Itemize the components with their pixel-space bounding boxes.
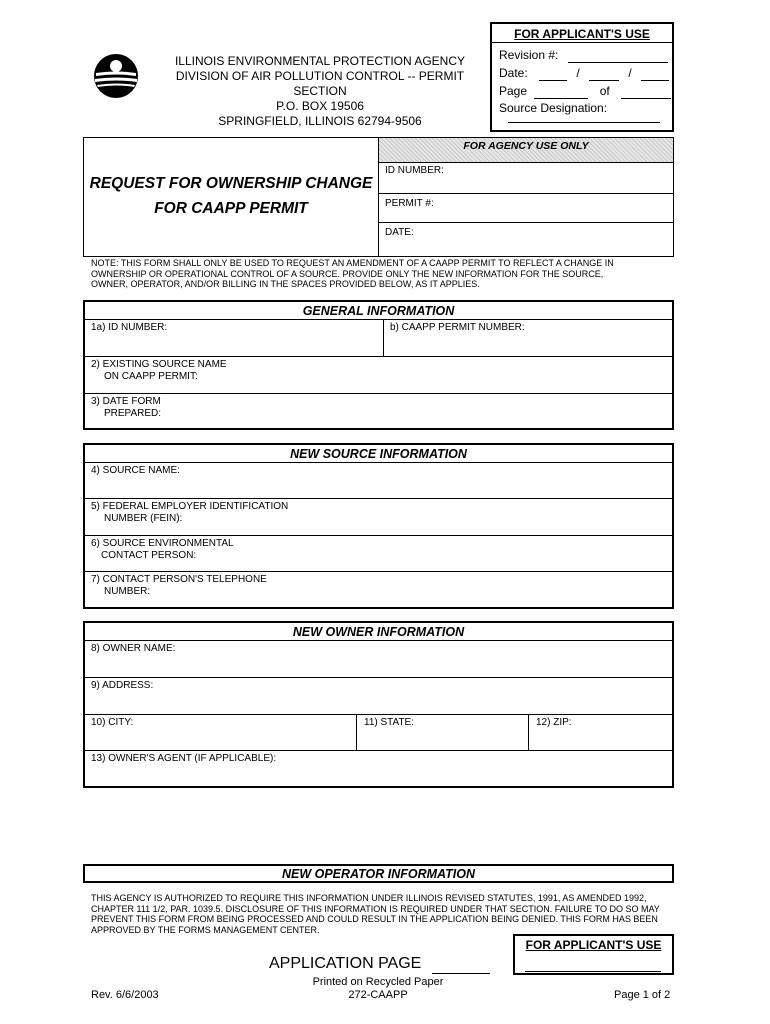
date-row: [499, 66, 669, 81]
new-owner-information-section: [83, 621, 674, 788]
applicant-use-title: FOR APPLICANT'S USE: [514, 27, 650, 41]
footer-applicant-use-box: [513, 934, 674, 975]
date-year-input[interactable]: [641, 66, 669, 81]
revision-input[interactable]: [568, 48, 668, 63]
page-row: [499, 84, 671, 99]
id-number-label: 1a) ID NUMBER:: [91, 322, 168, 333]
source-designation-label: Source Designation:: [499, 101, 608, 115]
caapp-permit-number-label: b) CAAPP PERMIT NUMBER:: [390, 322, 525, 333]
footer-applicant-use-input[interactable]: [525, 970, 661, 972]
page-label: Page: [499, 84, 528, 98]
existing-source-name-label: [91, 359, 227, 383]
fein-label: [91, 501, 288, 525]
city-label: 10) CITY:: [91, 717, 134, 728]
po-box: P.O. BOX 19506: [276, 99, 364, 113]
disclaimer-line3: PREVENT THIS FORM FROM BEING PROCESSED AND COULD RESULT IN THE APPLICATION BEING DENIED. THIS FORM HAS BEEN: [91, 914, 658, 924]
new-owner-information-title: NEW OWNER INFORMATION: [292, 625, 465, 639]
date-month-input[interactable]: [539, 66, 567, 81]
date-sep-2: /: [628, 66, 632, 80]
address-input[interactable]: [175, 678, 672, 714]
owners-agent-input[interactable]: [285, 751, 672, 786]
agency-id-number-label: ID NUMBER:: [385, 165, 444, 176]
new-operator-information-title: NEW OPERATOR INFORMATION: [281, 867, 476, 881]
fein-label-line2: NUMBER (FEIN):: [104, 513, 183, 524]
footer-applicant-use-title: FOR APPLICANT'S USE: [525, 938, 662, 952]
note-line3: OWNER, OPERATOR, AND/OR BILLING IN THE SPACES PROVIDED BELOW, AS IT APPLIES.: [91, 279, 480, 289]
date-form-prepared-label: [91, 396, 161, 420]
environmental-contact-line1: 6) SOURCE ENVIRONMENTAL: [91, 538, 234, 549]
environmental-contact-line2: CONTACT PERSON:: [101, 550, 197, 561]
new-source-information-section: [83, 443, 674, 609]
page-number-input[interactable]: [534, 84, 588, 99]
page-total-input[interactable]: [621, 84, 671, 99]
contact-telephone-label: [91, 574, 267, 598]
contact-telephone-line2: NUMBER:: [104, 586, 151, 597]
city-address: SPRINGFIELD, ILLINOIS 62794-9506: [218, 114, 422, 128]
disclaimer-text: [91, 893, 660, 935]
application-page-input[interactable]: [432, 955, 490, 974]
form-code: 272-CAAPP: [348, 989, 408, 1001]
owners-agent-label: 13) OWNER'S AGENT (IF APPLICABLE):: [91, 753, 277, 764]
environmental-contact-input[interactable]: [245, 536, 672, 571]
contact-telephone-line1: 7) CONTACT PERSON'S TELEPHONE: [91, 574, 267, 585]
city-input[interactable]: [85, 715, 356, 750]
application-page-row: [269, 955, 490, 974]
note-line1: NOTE: THIS FORM SHALL ONLY BE USED TO REQUEST AN AMENDMENT OF A CAAPP PERMIT TO REFLECT A CHANGE IN: [91, 258, 614, 268]
page-of-label: of: [599, 84, 610, 98]
agency-use-label: FOR AGENCY USE ONLY: [463, 140, 589, 152]
agency-logo: [91, 53, 141, 99]
disclaimer-line4: APPROVED BY THE FORMS MANAGEMENT CENTER.: [91, 924, 320, 935]
state-input[interactable]: [357, 715, 528, 750]
new-operator-information-section: [83, 864, 674, 883]
existing-source-name-line1: 2) EXISTING SOURCE NAME: [91, 359, 227, 370]
agency-permit-label: PERMIT #:: [385, 198, 434, 209]
division-name: DIVISION OF AIR POLLUTION CONTROL -- PERMIT SECTION: [175, 69, 465, 98]
owner-name-label: 8) OWNER NAME:: [91, 643, 176, 654]
fein-input[interactable]: [305, 499, 672, 535]
printed-on-recycled: [270, 976, 486, 1002]
source-name-label: 4) SOURCE NAME:: [91, 465, 180, 476]
new-source-information-title: NEW SOURCE INFORMATION: [290, 447, 467, 461]
environmental-contact-label: [91, 538, 234, 562]
agency-header: [150, 54, 490, 129]
owner-name-input[interactable]: [195, 641, 672, 677]
disclaimer-line1: THIS AGENCY IS AUTHORIZED TO REQUIRE THIS INFORMATION UNDER ILLINOIS REVISED STATUTES, 1991, AS AMENDED 1992,: [91, 893, 647, 903]
date-label: Date:: [499, 66, 528, 80]
agency-use-header: [379, 138, 673, 163]
agency-date-label: DATE:: [385, 227, 414, 238]
source-name-input[interactable]: [205, 463, 672, 498]
form-title-line2: FOR CAAPP PERMIT: [154, 200, 308, 217]
printed-on-recycled-text: Printed on Recycled Paper: [312, 976, 444, 988]
address-label: 9) ADDRESS:: [91, 680, 154, 691]
date-form-prepared-line2: PREPARED:: [104, 408, 162, 419]
title-box: [83, 137, 674, 257]
general-information-title: GENERAL INFORMATION: [302, 304, 455, 318]
revision-label: Revision #:: [499, 48, 559, 62]
id-number-input[interactable]: [85, 320, 383, 356]
revision-row: [499, 48, 668, 63]
general-information-section: [83, 300, 674, 430]
zip-input[interactable]: [529, 715, 672, 750]
source-designation-input[interactable]: [508, 120, 660, 123]
form-title: [84, 171, 378, 221]
state-label: 11) STATE:: [364, 717, 415, 728]
note-line2: OWNERSHIP OR OPERATIONAL CONTROL OF A SOURCE. PROVIDE ONLY THE NEW INFORMATION FOR THE SOURCE,: [91, 268, 604, 279]
caapp-permit-number-input[interactable]: [384, 320, 672, 356]
existing-source-name-input[interactable]: [235, 357, 672, 393]
date-form-prepared-line1: 3) DATE FORM: [91, 396, 161, 407]
page-of-total: Page 1 of 2: [614, 989, 671, 1001]
disclaimer-line2: CHAPTER 111 1/2, PAR. 1039.5. DISCLOSURE OF THIS INFORMATION IS REQUIRED UNDER THAT SECTION. FAILURE TO DO SO MAY: [91, 903, 660, 914]
agency-name: ILLINOIS ENVIRONMENTAL PROTECTION AGENCY: [174, 54, 466, 68]
zip-label: 12) ZIP:: [536, 717, 572, 728]
date-day-input[interactable]: [589, 66, 619, 81]
applicant-use-box: [490, 22, 674, 132]
note-text: [91, 258, 614, 290]
form-title-line1: REQUEST FOR OWNERSHIP CHANGE: [89, 175, 373, 192]
date-sep-1: /: [576, 66, 580, 80]
revision-date: Rev. 6/6/2003: [91, 989, 159, 1001]
fein-label-line1: 5) FEDERAL EMPLOYER IDENTIFICATION: [91, 501, 289, 512]
existing-source-name-line2: ON CAAPP PERMIT:: [104, 371, 198, 382]
application-page-label: APPLICATION PAGE: [269, 955, 422, 972]
date-form-prepared-input[interactable]: [235, 394, 672, 428]
contact-telephone-input[interactable]: [285, 572, 672, 607]
